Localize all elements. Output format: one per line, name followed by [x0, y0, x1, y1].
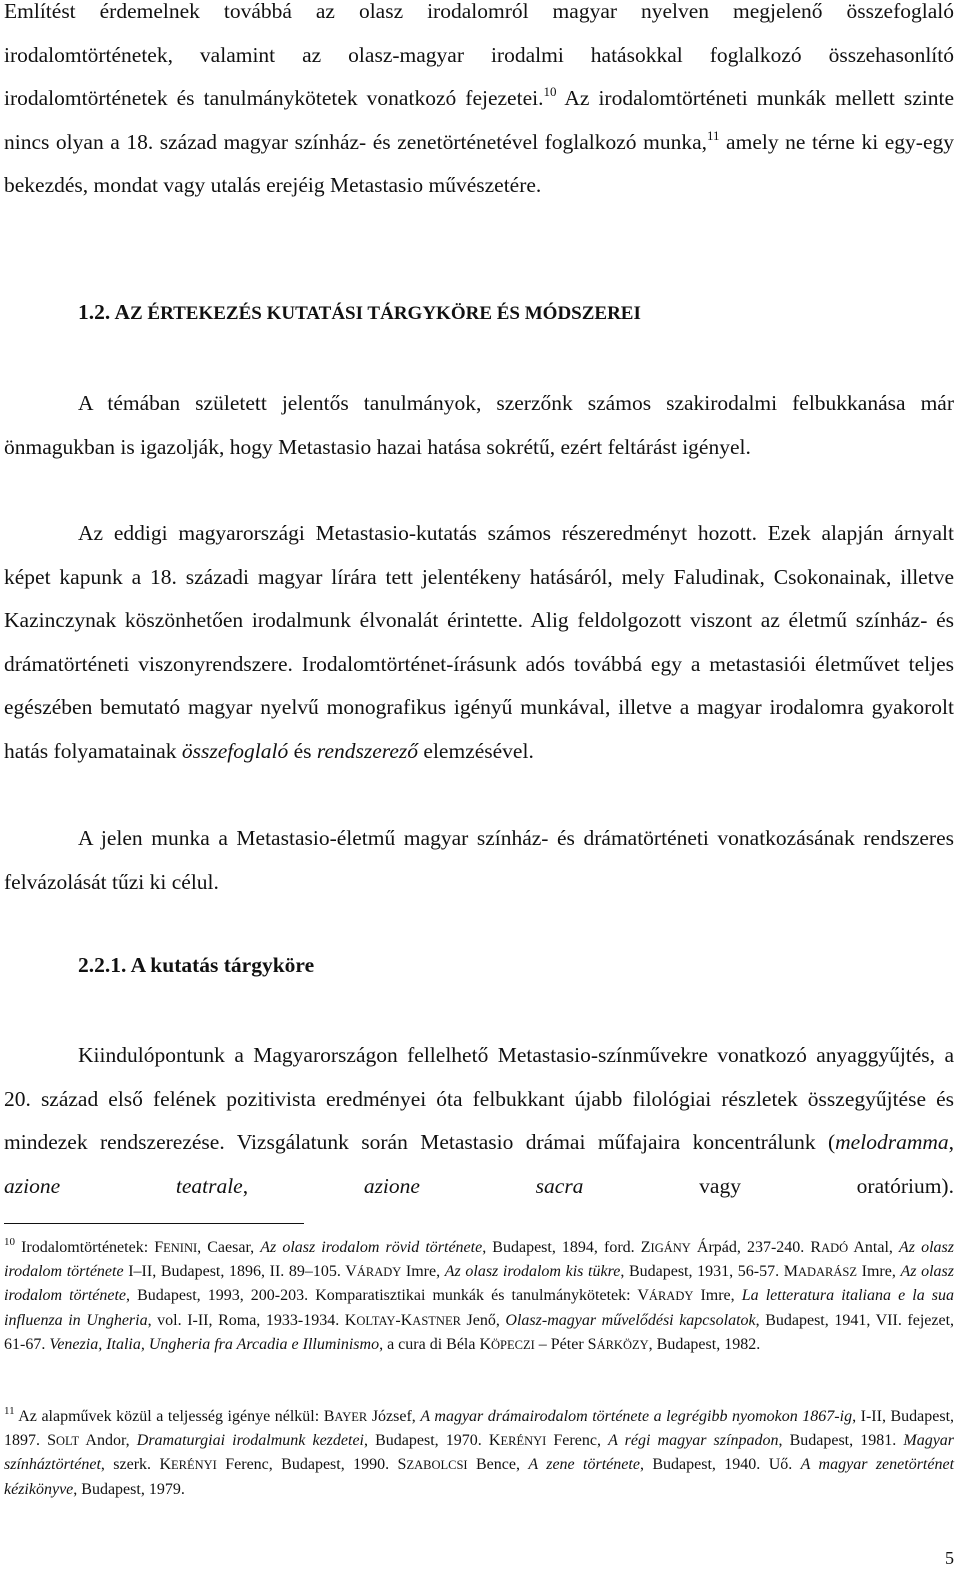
- footnote-separator: [4, 1223, 304, 1224]
- footnote-ref-11[interactable]: 11: [706, 127, 720, 143]
- heading-initial: A: [114, 300, 130, 324]
- footnote-number: 10: [4, 1236, 15, 1248]
- paragraph-goal: [4, 817, 954, 904]
- paragraph-topic: [4, 382, 954, 469]
- footnote-ref-10[interactable]: 10: [543, 84, 557, 99]
- footnote-11: $^{11}$ Az alapművek közül a teljesség igénye nélkül: BAYER József, A magyar drámairodalom története a legrégibb nyomokon 1867-ig, I-II, Budapest, 1897. SOLT Andor, Dramaturgiai irodalmunk kezdetei, Budapest, 1970. KERÉNYI Ferenc, A régi magyar színpadon, Budapest, 1981. Magyar színháztörténet, szerk. KERÉNYI Ferenc, Budapest, 1990. SZABOLCSI Bence, A zene története, Budapest, 1940. Uő. A magyar zenetörténet kézikönyve, Budapest, 1979.: [4, 1405, 955, 1498]
- paragraph-text: és: [288, 738, 317, 763]
- italic-term: azione sacra: [363, 1173, 584, 1198]
- paragraph-scope: [4, 1034, 954, 1208]
- paragraph-research: [4, 512, 954, 773]
- paragraph-text: Az irodalomtörténeti munkák mellett szinte nincs olyan a 18. század magyar színház- és zenetörténetével foglalkozó munka,: [4, 86, 954, 154]
- section-heading-1-2: [78, 300, 641, 325]
- paragraph-text: Kiindulópontunk a Magyarországon fellelhető Metastasio-színművekre vonatkozó anyaggyűjtés, a 20. század első felének pozitivista eredményei óta felbukkant újabb filológiai részletek összegyűjtése és mindezek rendszerezése. Vizsgálatunk során Metastasio drámai műfajaira koncentrálunk (: [4, 1043, 954, 1154]
- paragraph-intro: [4, 0, 954, 208]
- italic-term: rendszerező: [316, 738, 419, 763]
- section-heading-2-2-1: 2.2.1. A kutatás tárgyköre: [78, 953, 315, 977]
- paragraph-text: A témában született jelentős tanulmányok, szerzőnk számos szakirodalmi felbukkanása már önmagukban is igazolják, hogy Metastasio hazai hatása sokrétű, ezért feltárást igényel.: [4, 391, 954, 459]
- heading-text: Z ÉRTEKEZÉS KUTATÁSI TÁRGYKÖRE ÉS MÓDSZEREI: [129, 303, 641, 324]
- paragraph-text: vagy oratórium).: [583, 1173, 954, 1198]
- paragraph-text: Az eddigi magyarországi Metastasio-kutatás számos részeredményt hozott. Ezek alapján árnyalt képet kapunk a 18. századi magyar lírára tett jelentékeny hatásáról, mely Faludinak, Csokonainak, illetve Kazinczynak köszönhetően irodalmunk élvonalát érintette. Alig feldolgozott viszont az életmű színház- és drámatörténeti viszonyrendszere. Irodalomtörténet-írásunk adós továbbá egy a metastasiói életművet teljes egészében bemutató magyar nyelvű monografikus igényű munkával, illetve a magyar irodalomra gyakorolt hatás folyamatainak: [4, 521, 954, 763]
- paragraph-text: elemzésével.: [418, 738, 534, 763]
- footnote-10: $^{10}$ Irodalomtörténetek: FENINI, Caesar, Az olasz irodalom rövid története, Budapest, 1894, ford. ZIGÁNY Árpád, 237-240. RADÓ Antal, Az olasz irodalom története I–II, Budapest, 1896, II. 89–105. VÁRADY Imre, Az olasz irodalom kis tükre, Budapest, 1931, 56-57. MADARÁSZ Imre, Az olasz irodalom története, Budapest, 1993, 200-203. Komparatisztikai munkák és tanulmánykötetek: VÁRADY Imre, La letteratura italiana e la sua influenza in Ungheria, vol. I-II, Roma, 1933-1934. KOLTAY-KASTNER Jenő, Olasz-magyar művelődési kapcsolatok, Budapest, 1941, VII. fejezet, 61-67. Venezia, Italia, Ungheria fra Arcadia e Illuminismo, a cura di Béla KÖPECZI – Péter SÁRKÖZY, Budapest, 1982.: [4, 1236, 955, 1353]
- paragraph-text: A jelen munka a Metastasio-életmű magyar színház- és drámatörténeti vonatkozásának rendszeres felvázolását tűzi ki célul.: [4, 826, 954, 894]
- heading-number: 1.2.: [78, 300, 115, 324]
- paragraph-text: ,: [948, 1130, 954, 1154]
- italic-term: összefoglaló: [181, 738, 289, 763]
- paragraph-text: amely ne térne ki egy-egy bekezdés, mondat vagy utalás erejéig Metastasio művészetére.: [4, 129, 954, 197]
- italic-term: azione teatrale: [4, 1173, 243, 1198]
- page-number: 5: [945, 1548, 954, 1568]
- paragraph-text: ,: [242, 1173, 364, 1198]
- footnote-number: 11: [4, 1405, 15, 1417]
- italic-term: melodramma: [835, 1130, 949, 1154]
- paragraph-text: Említést érdemelnek továbbá az olasz irodalomról magyar nyelven megjelenő összefoglaló irodalomtörténetek, valamint az olasz-magyar irodalmi hatásokkal foglalkozó összehasonlító irodalomtörténetek és tanulmánykötetek vonatkozó fejezetei.: [4, 0, 954, 110]
